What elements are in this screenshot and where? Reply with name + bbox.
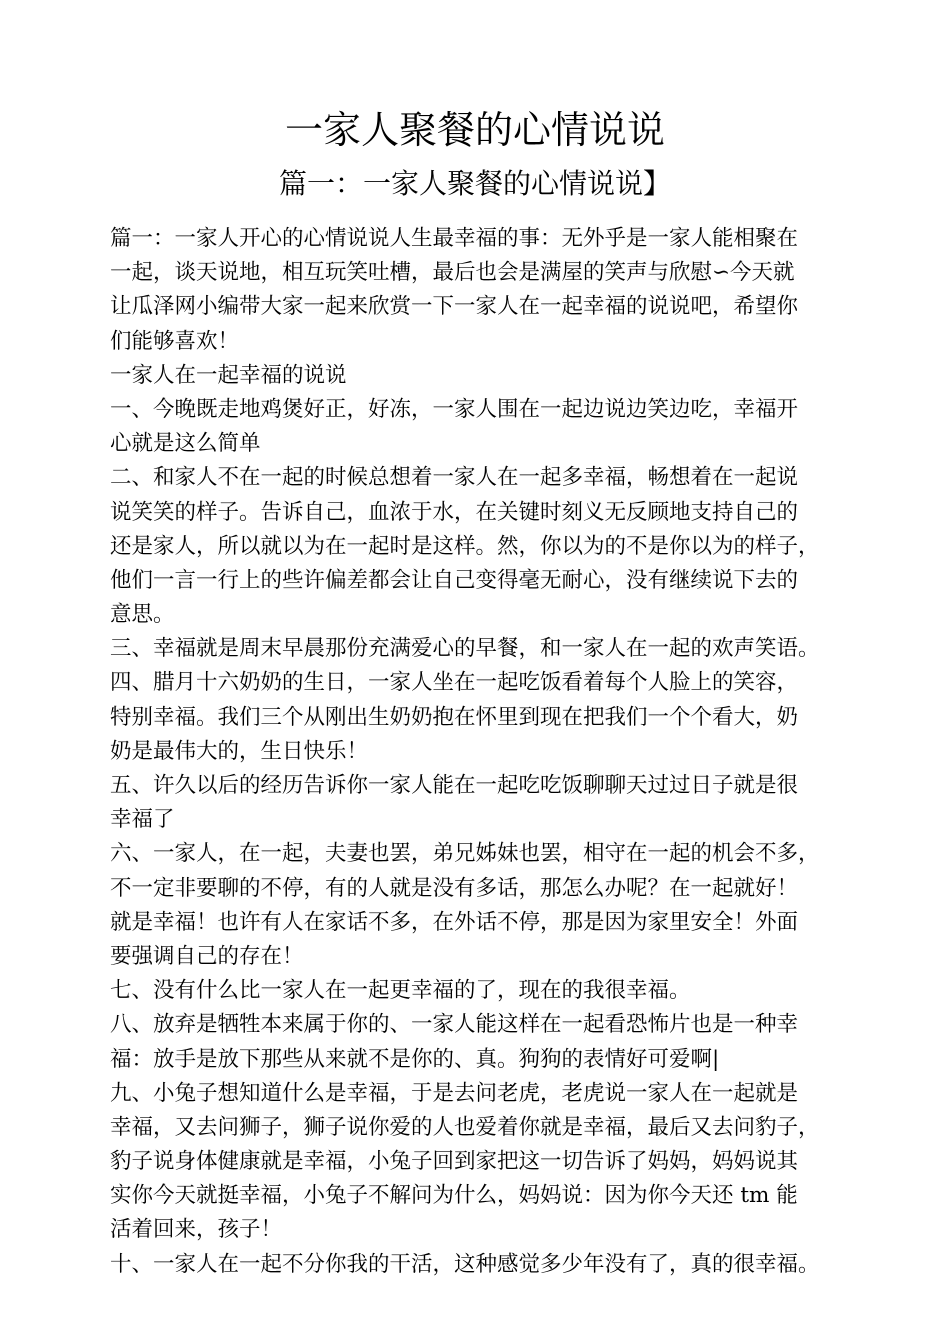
body-line: 就是幸福！也许有人在家话不多，在外话不停，那是因为家里安全！外面	[110, 909, 799, 935]
document-title: 一家人聚餐的心情说说	[284, 108, 665, 152]
body-line: 十、一家人在一起不分你我的干活，这种感觉多少年没有了，真的很幸福。	[110, 1251, 820, 1277]
body-line: 幸福，又去问狮子，狮子说你爱的人也爱着你就是幸福，最后又去问豹子，	[110, 1114, 820, 1140]
document-subtitle: 篇一：一家人聚餐的心情说说】	[278, 167, 671, 200]
body-line: 不一定非要聊的不停，有的人就是没有多话，那怎么办呢？在一起就好！	[110, 875, 799, 901]
body-line: 三、幸福就是周末早晨那份充满爱心的早餐，和一家人在一起的欢声笑语。	[110, 636, 820, 662]
body-line: 六、一家人，在一起，夫妻也罢，弟兄姊妹也罢，相守在一起的机会不多，	[110, 841, 820, 867]
body-line: 还是家人，所以就以为在一起时是这样。然，你以为的不是你以为的样子，	[110, 533, 820, 559]
body-line: 五、许久以后的经历告诉你一家人能在一起吃吃饭聊聊天过过日子就是很	[110, 773, 799, 798]
body-line: 意思。	[110, 602, 175, 628]
body-line: 要强调自己的存在！	[110, 943, 304, 969]
body-line: 活着回来，孩子！	[110, 1217, 283, 1243]
body-line: 让瓜泽网小编带大家一起来欣赏一下一家人在一起幸福的说说吧，希望你	[110, 294, 799, 320]
body-line: 实你今天就挺幸福，小兔子不解问为什么，妈妈说：因为你今天还 tm 能	[110, 1183, 798, 1209]
body-line: 四、腊月十六奶奶的生日，一家人坐在一起吃饭看着每个人脸上的笑容，	[110, 670, 799, 696]
body-line: 一、今晚既走地鸡煲好正，好冻，一家人围在一起边说边笑边吃，幸福开	[110, 396, 799, 422]
body-line: 一起，谈天说地，相互玩笑吐槽，最后也会是满屋的笑声与欣慰∽今天就	[110, 260, 795, 286]
body-line: 八、放弃是牺牲本来属于你的、一家人能这样在一起看恐怖片也是一种幸	[110, 1012, 799, 1038]
body-line: 豹子说身体健康就是幸福，小兔子回到家把这一切告诉了妈妈，妈妈说其	[110, 1149, 799, 1175]
body-line: 们能够喜欢！	[110, 328, 240, 354]
body-line: 心就是这么简单	[110, 431, 261, 457]
body-line: 他们一言一行上的些许偏差都会让自己变得毫无耐心，没有继续说下去的	[110, 567, 799, 593]
section-heading: 一家人在一起幸福的说说	[110, 362, 347, 388]
body-line: 奶是最伟大的，生日快乐！	[110, 738, 369, 764]
body-line: 二、和家人不在一起的时候总想着一家人在一起多幸福，畅想着在一起说	[110, 465, 799, 491]
body-line: 福：放手是放下那些从来就不是你的、真。狗狗的表情好可爱啊|	[110, 1046, 720, 1072]
body-line: 幸福了	[110, 807, 175, 833]
body-line: 九、小兔子想知道什么是幸福，于是去问老虎，老虎说一家人在一起就是	[110, 1080, 799, 1106]
body-line: 特别幸福。我们三个从刚出生奶奶抱在怀里到现在把我们一个个看大，奶	[110, 704, 799, 730]
document-body	[110, 222, 870, 1282]
body-line: 七、没有什么比一家人在一起更幸福的了，现在的我很幸福。	[110, 978, 691, 1004]
body-line: 说笑笑的样子。告诉自己，血浓于水，在关键时刻义无反顾地支持自己的	[110, 499, 799, 525]
body-line: 篇一：一家人开心的心情说说人生最幸福的事：无外乎是一家人能相聚在	[110, 226, 799, 251]
